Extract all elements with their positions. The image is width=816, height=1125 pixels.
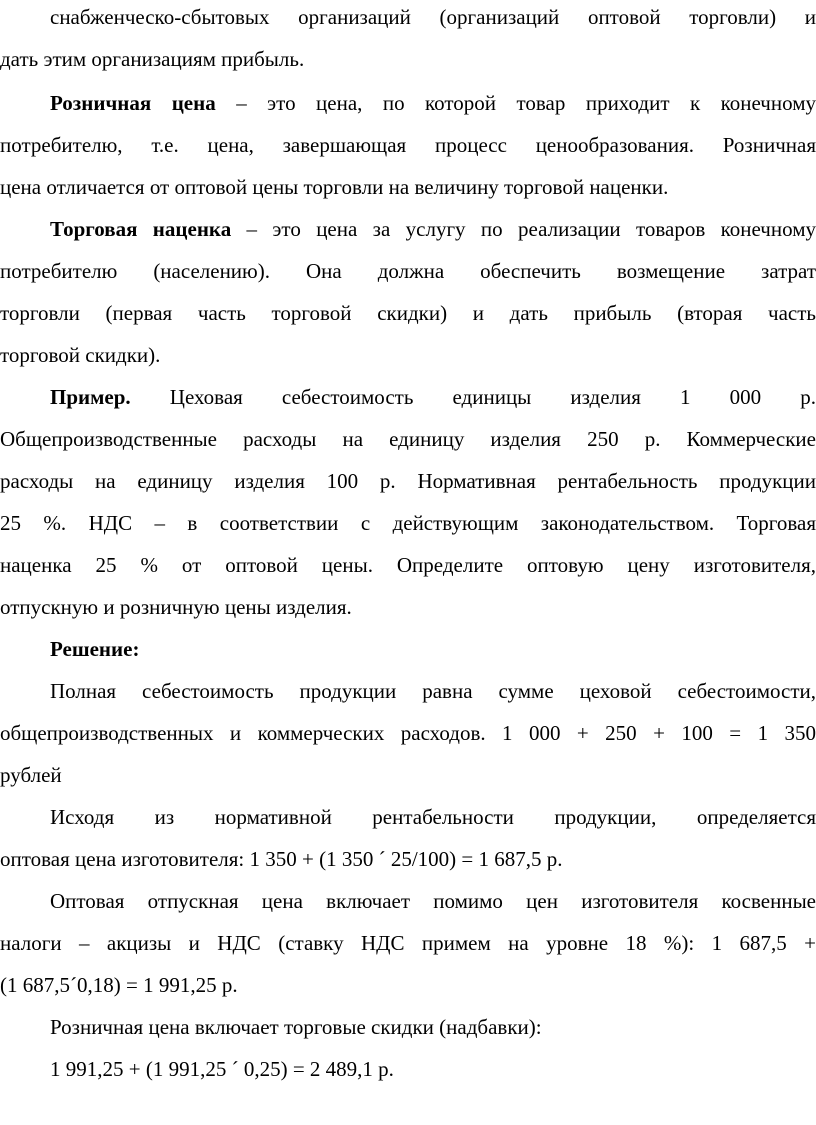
line-text: торговли (первая часть торговой скидки) и дать прибыль (вторая часть bbox=[0, 301, 816, 325]
line-text: рублей bbox=[0, 763, 62, 787]
text-line bbox=[0, 250, 816, 292]
text-line bbox=[0, 922, 816, 964]
line-text: 1 991,25 + (1 991,25 ´ 0,25) = 2 489,1 р. bbox=[50, 1057, 394, 1081]
text-line bbox=[0, 124, 816, 166]
line-text: дать этим организациям прибыль. bbox=[0, 47, 305, 71]
line-text: цена отличается от оптовой цены торговли на величину торговой наценки. bbox=[0, 175, 669, 199]
text-line bbox=[0, 586, 816, 628]
solution-heading: Решение: bbox=[50, 637, 140, 661]
line-text: Общепроизводственные расходы на единицу изделия 250 р. Коммерческие bbox=[0, 427, 816, 451]
text-line bbox=[0, 292, 816, 334]
line-text: Исходя из нормативной рентабельности продукции, определяется bbox=[50, 805, 816, 829]
line-text: налоги – акцизы и НДС (ставку НДС примем на уровне 18 %): 1 687,5 + bbox=[0, 931, 816, 955]
line-text: потребителю, т.е. цена, завершающая процесс ценообразования. Розничная bbox=[0, 133, 816, 157]
line-text: 25 %. НДС – в соответствии с действующим законодательством. Торговая bbox=[0, 511, 816, 535]
term-trade-markup: Торговая наценка bbox=[50, 217, 232, 241]
text-line bbox=[0, 502, 816, 544]
paragraph-first-line bbox=[50, 670, 816, 712]
text-line bbox=[0, 334, 816, 376]
term-retail-price: Розничная цена bbox=[50, 91, 216, 115]
line-text: оптовая цена изготовителя: 1 350 + (1 350 ´ 25/100) = 1 687,5 р. bbox=[0, 847, 563, 871]
text-line bbox=[0, 0, 816, 38]
line-text: наценка 25 % от оптовой цены. Определите оптовую цену изготовителя, bbox=[0, 553, 816, 577]
line-text: расходы на единицу изделия 100 р. Нормативная рентабельность продукции bbox=[0, 469, 816, 493]
example-heading: Пример. bbox=[50, 385, 131, 409]
line-text: Цеховая себестоимость единицы изделия 1 000 р. bbox=[130, 385, 816, 409]
text-line bbox=[0, 712, 816, 754]
line-text: – это цена за услугу по реализации товаров конечному bbox=[231, 217, 816, 241]
line-text: – это цена, по которой товар приходит к конечному bbox=[215, 91, 816, 115]
text-line bbox=[0, 460, 816, 502]
text-line bbox=[0, 964, 816, 1006]
text-line bbox=[0, 754, 816, 796]
line-text: Полная себестоимость продукции равна сумме цеховой себестоимости, bbox=[50, 679, 816, 703]
line-text: отпускную и розничную цены изделия. bbox=[0, 595, 352, 619]
text-line bbox=[0, 418, 816, 460]
text-line bbox=[0, 38, 816, 80]
paragraph-first-line bbox=[50, 1006, 816, 1048]
paragraph-first-line bbox=[50, 880, 816, 922]
line-text: торговой скидки). bbox=[0, 343, 161, 367]
line-text: потребителю (населению). Она должна обеспечить возмещение затрат bbox=[0, 259, 816, 283]
line-text: общепроизводственных и коммерческих расходов. 1 000 + 250 + 100 = 1 350 bbox=[0, 721, 816, 745]
line-text: снабженческо-сбытовых организаций (организаций оптовой торговли) и bbox=[50, 5, 816, 29]
line-text: Оптовая отпускная цена включает помимо цен изготовителя косвенные bbox=[50, 889, 816, 913]
paragraph-first-line bbox=[50, 82, 816, 124]
formula-line bbox=[50, 1048, 816, 1090]
solution-heading-line bbox=[50, 628, 816, 670]
paragraph-first-line bbox=[50, 208, 816, 250]
line-text: Розничная цена включает торговые скидки (надбавки): bbox=[50, 1015, 542, 1039]
paragraph-first-line bbox=[50, 376, 816, 418]
text-line bbox=[0, 166, 816, 208]
text-line bbox=[0, 544, 816, 586]
paragraph-first-line bbox=[50, 796, 816, 838]
line-text: (1 687,5´0,18) = 1 991,25 р. bbox=[0, 973, 238, 997]
text-line bbox=[0, 838, 816, 880]
